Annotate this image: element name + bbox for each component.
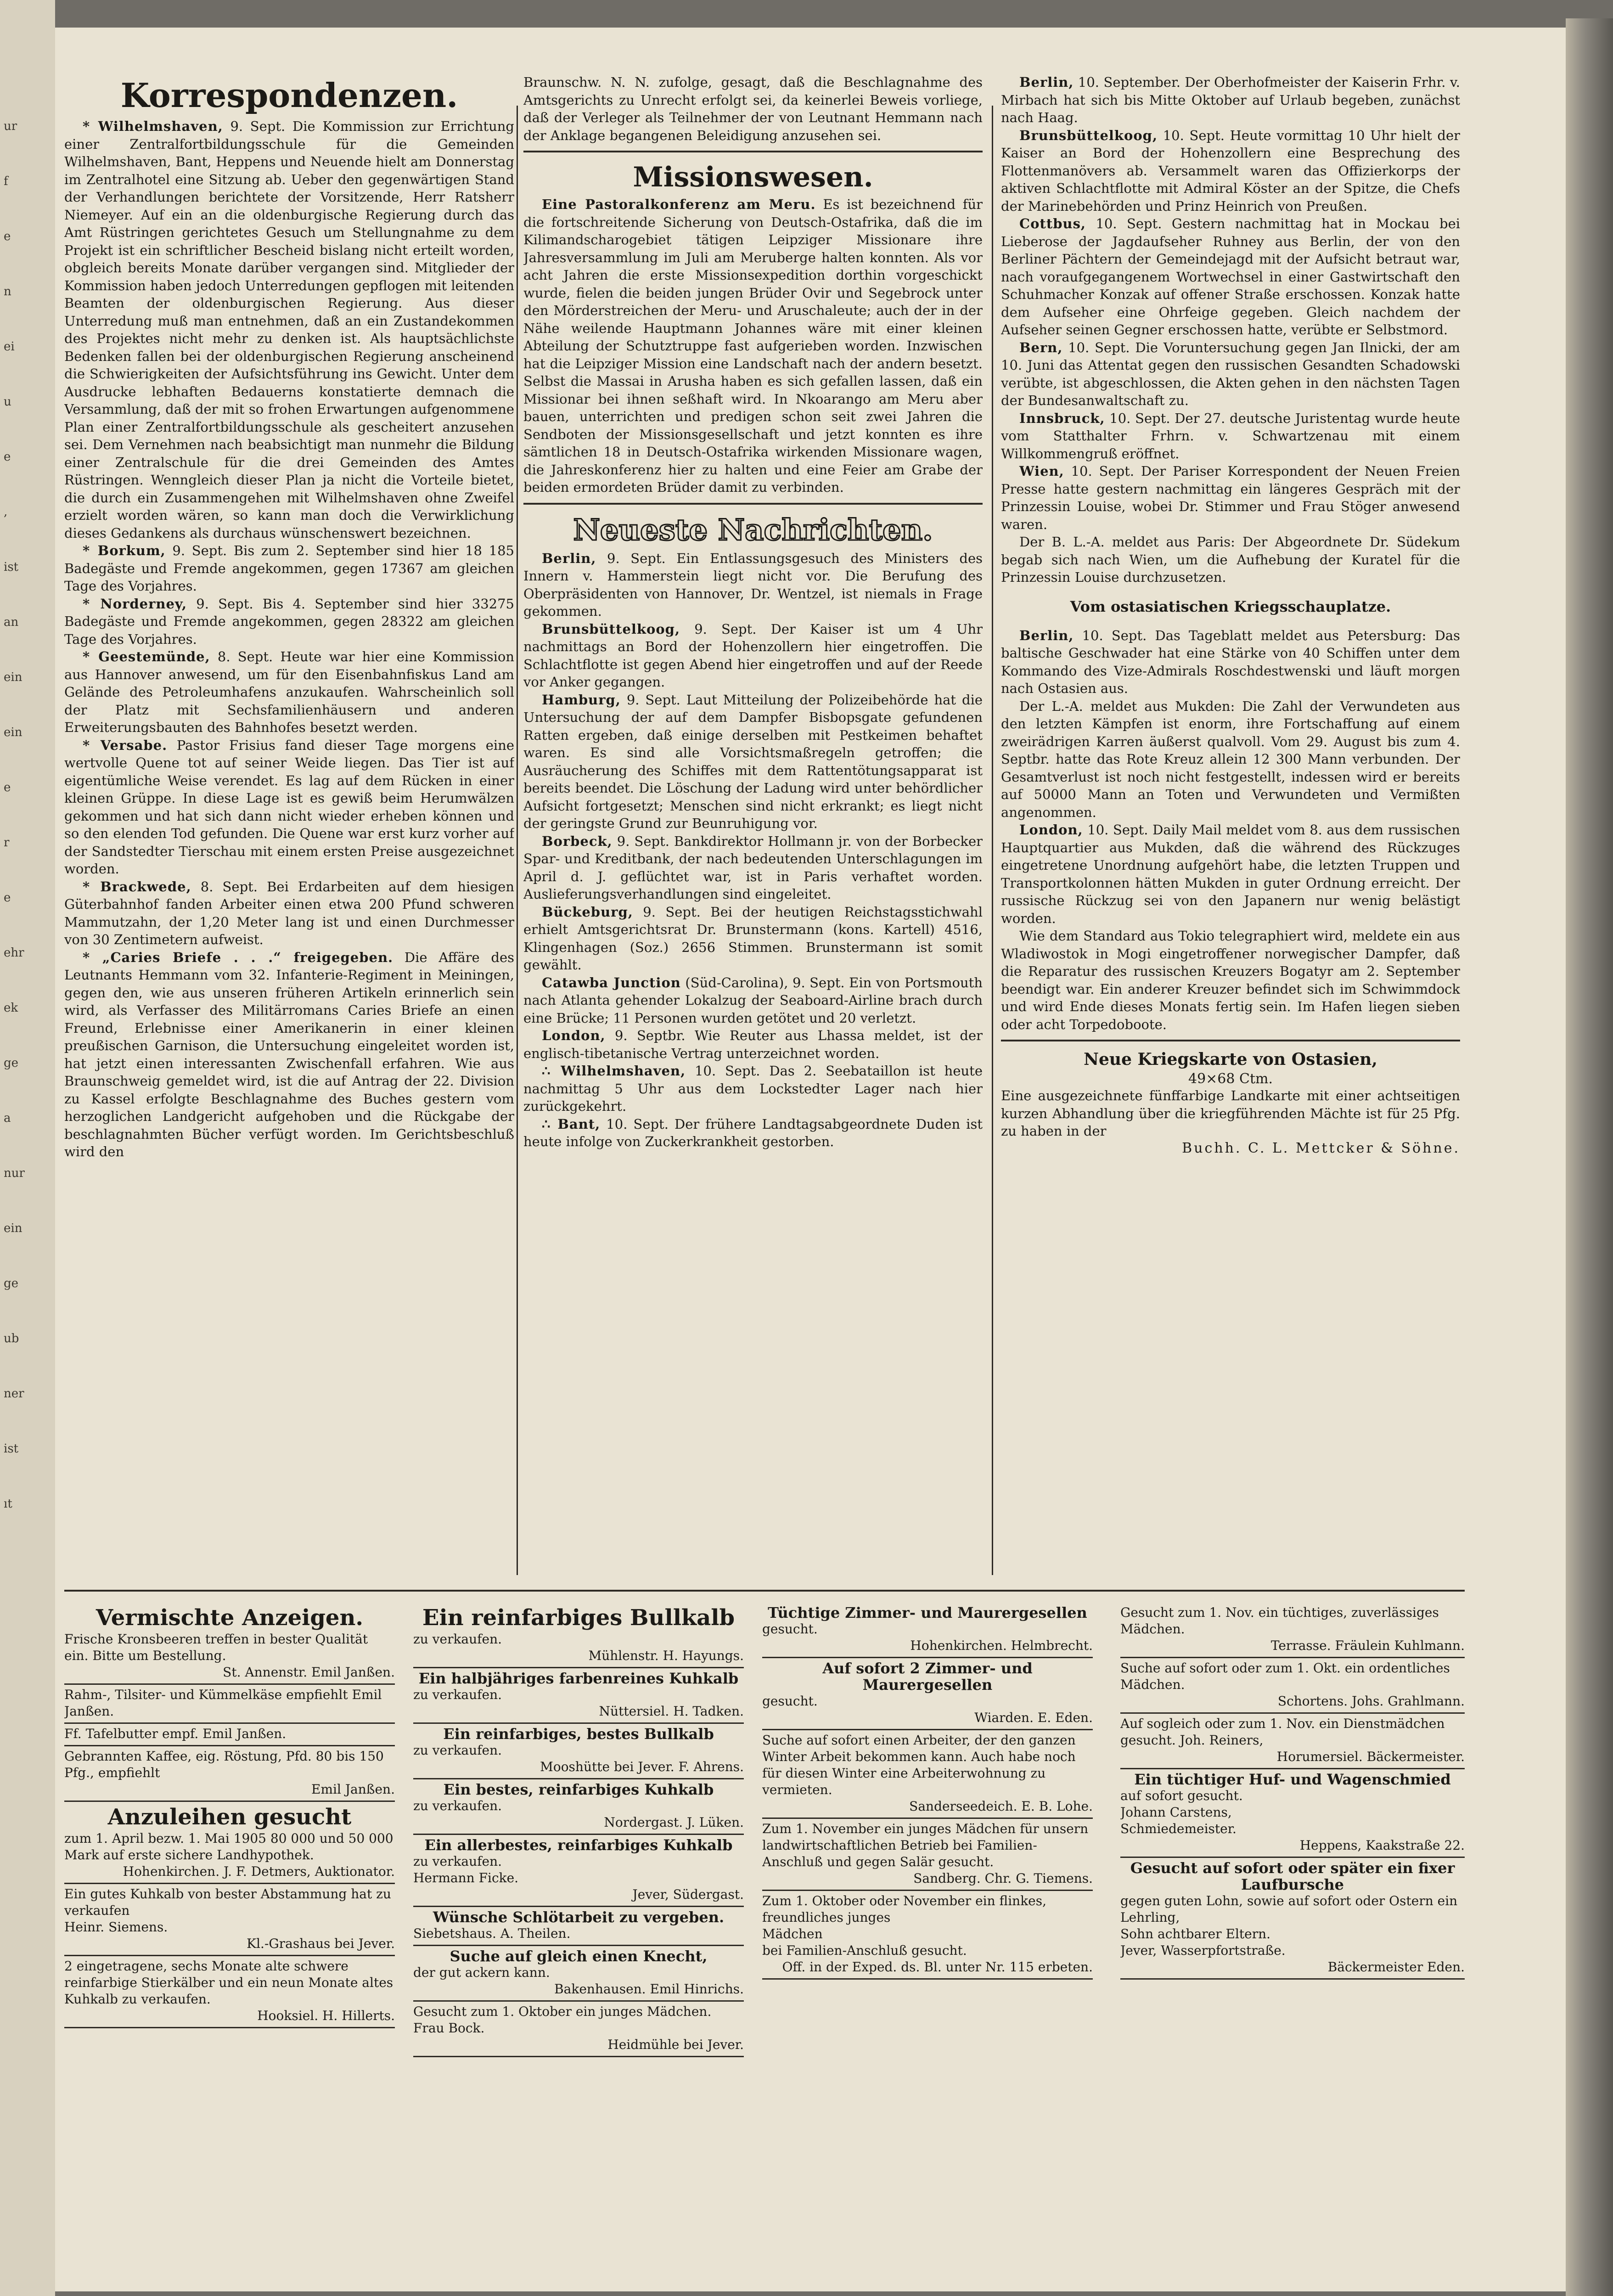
article-dateline: Cottbus, — [1019, 216, 1086, 231]
article-paragraph — [523, 691, 983, 833]
column-rule — [517, 106, 518, 1575]
ad-line: Wiarden. E. Eden. — [974, 1710, 1093, 1725]
ad-line: gesucht. — [762, 1621, 818, 1637]
margin-text-fragment: ein — [4, 1221, 22, 1235]
article-text: 10. Sept. Daily Mail meldet vom 8. aus dem russischen Hauptquartier aus Mukden, daß die während des Rückzuges eingetretene Unordnung aufgehört habe, die letzten Truppen und Transportkolonnen hätten Mukden in guter Ordnung erreicht. Der russische Rückzug sei von den Japanern nur wenig belästigt worden. — [1001, 822, 1460, 926]
article-text: 10. Sept. Der 27. deutsche Juristentag wurde heute vom Statthalter Frhrn. v. Schwartzenau mit einem Willkommengruß eröffnet. — [1001, 410, 1460, 461]
ad-line: Hohenkirchen. Helmbrecht. — [910, 1638, 1093, 1653]
classified-ad — [64, 1802, 395, 1884]
ad-title: Ein reinfarbiges Bullkalb — [422, 1605, 735, 1631]
ad-line: Siebetshaus. A. Theilen. — [413, 1926, 571, 1941]
article-paragraph — [523, 974, 983, 1027]
ad-line: Hooksiel. H. Hillerts. — [257, 2008, 395, 2023]
article-continuation — [523, 73, 983, 144]
margin-text-fragment: u — [4, 395, 11, 409]
article-text: 8. Sept. Bei Erdarbeiten auf dem hiesigen Güterbahnhof fanden Arbeiter einen etwa 200 Pfund schweren Mammutzahn, der 1,20 Meter lang ist und einen Durchmesser von 30 Zentimetern aufweist. — [64, 878, 514, 947]
classified-ad — [64, 1746, 395, 1802]
classified-ad — [413, 1779, 744, 1835]
margin-text-fragment: ein — [4, 670, 22, 684]
ad-line: gesucht. — [762, 1694, 818, 1709]
ad-line: gegen guten Lohn, sowie auf sofort oder Ostern ein — [1120, 1893, 1458, 1908]
margin-text-fragment: ge — [4, 1056, 19, 1070]
classified-ad — [762, 1658, 1093, 1730]
section-heading-news: Neueste Nachrichten. — [573, 512, 933, 547]
ad-line: zum 1. April bezw. 1. Mai 1905 80 000 und 50 000 Mark auf erste sichere Landhypothek. — [64, 1831, 393, 1863]
article-text: 9. Sept. Bei der heutigen Reichstagsstichwahl erhielt Amtsgerichtsrat Dr. Brunstermann (kons. Kartell) 4516, Klingenhagen (Soz.) 2656 Stimmen. Brunstermann ist somit gewählt. — [523, 904, 983, 973]
margin-text-fragment: r — [4, 836, 10, 850]
article-dateline: * Borkum, — [83, 543, 166, 558]
ad-line: zu verkaufen. — [413, 1798, 502, 1813]
margin-text-fragment: ist — [4, 560, 19, 574]
ad-line: Terrasse. Fräulein Kuhlmann. — [1270, 1638, 1465, 1653]
article-dateline: * Norderney, — [83, 596, 187, 612]
ad-title: Ein bestes, reinfarbiges Kuhkalb — [443, 1781, 714, 1798]
article-dateline: ∴ Wilhelmshaven, — [542, 1063, 686, 1079]
ad-title: Tüchtige Zimmer- und Maurergesellen — [768, 1604, 1087, 1621]
section-heading-war: Vom ostasiatischen Kriegsschauplatze. — [1070, 597, 1391, 615]
classified-ad — [1120, 1769, 1465, 1858]
article-paragraph — [523, 1115, 983, 1151]
ad-title: Vermischte Anzeigen. — [96, 1605, 364, 1631]
article-paragraph — [64, 118, 514, 542]
classified-ad — [1120, 1658, 1465, 1714]
article-text: 10. Sept. Der Pariser Korrespondent der Neuen Freien Presse hatte gestern nachmittag ein längeres Gespräch mit der Prinzessin Louise, wobei Dr. Stimmer und Frau Stöger anwesend waren. — [1001, 463, 1460, 532]
article-text: (Süd-Carolina), 9. Sept. Ein von Portsmouth nach Atlanta gehender Lokalzug der Seaboard-Airline brach durch eine Brücke; 11 Personen wurden getötet und 20 verletzt. — [523, 974, 983, 1026]
ad-line: 2 eingetragene, sechs Monate alte schwere reinfarbige Stierkälber und ein neun Monate altes Kuhkalb zu verkaufen. — [64, 1958, 393, 2007]
article-paragraph — [523, 903, 983, 974]
article-dateline: Catawba Junction — [542, 974, 681, 990]
article-paragraph — [1001, 215, 1460, 339]
ad-line: Nordergast. J. Lüken. — [604, 1815, 744, 1830]
ad-line: Mädchen — [762, 1926, 823, 1941]
classified-ad — [413, 1907, 744, 1946]
classified-ad — [64, 1685, 395, 1724]
ad-line: zu verkaufen. — [413, 1854, 502, 1869]
article-dateline: London, — [542, 1028, 606, 1043]
classified-ad — [413, 1668, 744, 1724]
article-dateline: Eine Pastoralkonferenz am Meru. — [542, 197, 816, 212]
ad-line: Sandberg. Chr. G. Tiemens. — [913, 1871, 1093, 1886]
section-rule — [523, 151, 983, 152]
ad-line: Zum 1. Oktober oder November ein flinkes, freundliches junges — [762, 1893, 1047, 1925]
scan-margin — [0, 0, 55, 2296]
classified-ad — [762, 1891, 1093, 1980]
article-text: Der L.-A. meldet aus Mukden: Die Zahl der Verwundeten aus den letzten Kämpfen ist enorm, ihre Fortschaffung auf einem zweirädrigen Karren äußerst qualvoll. Vom 29. August bis zum 4. Septbr. hatte das Rote Kreuz allein 12 300 Mann verbunden. Der Gesamtverlust ist noch nicht festgestellt, indessen wird er bereits auf 50000 Mann an Toten und Verwundeten und Vermißten angenommen. — [1001, 698, 1460, 820]
ad-line: gesucht. Joh. Reiners, — [1120, 1733, 1264, 1748]
article-dateline: Innsbruck, — [1019, 410, 1105, 426]
article-paragraph — [523, 196, 983, 496]
ad-line: Johann Carstens, — [1120, 1805, 1232, 1820]
margin-text-fragment: ıt — [4, 1497, 12, 1511]
article-text: Braunschw. N. N. zufolge, gesagt, daß die Beschlagnahme des Amtsgerichts zu Unrecht erfolgt sei, da keinerlei Beweis vorliege, daß der Verleger als Teilnehmer der von Leutnant Hemmann nach der Anklage begangenen Beleidigung anzusehen sei. — [523, 74, 983, 143]
ad-line: der gut ackern kann. — [413, 1965, 550, 1980]
article-text: Pastor Frisius fand dieser Tage morgens eine wertvolle Quene tot auf seiner Weide liegen. Das Tier ist auf eigentümliche Weise verendet. Es lag auf dem Rücken in einer kleinen Grüppe. In diese Lage ist es gewiß beim Herumwälzen gekommen und hat sich dann nicht wieder erheben können und so den elenden Tod gefunden. Die Quene war erst kurz vorher auf der Sandstedter Tierschau mit einem ersten Preise ausgezeichnet worden. — [64, 737, 514, 877]
ad-line: Suche auf sofort einen Arbeiter, der den ganzen Winter Arbeit bekommen kann. Auch habe noch für diesen Winter eine Arbeiterwohnung zu vermieten. — [762, 1733, 1076, 1797]
ad-line: Mühlenstr. H. Hayungs. — [588, 1648, 744, 1663]
ad-line: zu verkaufen. — [413, 1687, 502, 1702]
article-paragraph — [64, 595, 514, 648]
ad-line: Sohn achtbarer Eltern. — [1120, 1926, 1271, 1941]
article-dateline: Berlin, — [1019, 627, 1074, 643]
margin-text-fragment: e — [4, 450, 11, 464]
article-text: 10. Sept. Das Tageblatt meldet aus Petersburg: Das baltische Geschwader hat eine Stärke von 40 Schiffen unter dem Kommando des Vize-Admirals Roschdestwenski und läuft morgen nach Ostasien aus. — [1001, 627, 1460, 696]
ad-title: Auf sofort 2 Zimmer- und Maurergesellen — [822, 1660, 1033, 1694]
section-rule — [1001, 1040, 1460, 1041]
classified-ad — [413, 1946, 744, 2002]
article-dateline: Borbeck, — [542, 833, 613, 849]
article-text: 9. Septbr. Wie Reuter aus Lhassa meldet, ist der englisch-tibetanische Vertrag unterzeichnet worden. — [523, 1028, 983, 1061]
ad-line: Off. in der Exped. ds. Bl. unter Nr. 115 erbeten. — [782, 1959, 1093, 1975]
classified-ad — [413, 2002, 744, 2057]
margin-text-fragment: e — [4, 781, 11, 794]
ad-line: Jever, Südergast. — [632, 1887, 744, 1902]
margin-text-fragment: ur — [4, 119, 17, 133]
margin-text-fragment: an — [4, 615, 19, 629]
article-list — [64, 118, 514, 1161]
ad-line: Ein gutes Kuhkalb von bester Abstammung hat zu verkaufen — [64, 1886, 391, 1918]
article-text: 10. Sept. Gestern nachmittag hat in Mockau bei Lieberose der Jagdaufseher Ruhney aus Berlin, der von den Berliner Pächtern der Gemeindejagd mit der Aufsicht betraut war, nach voraufgegangenem Wortwechsel in einer Gastwirtschaft den Schuhmacher Konzak auf offener Straße erschossen. Konzak hatte dem Aufseher eine Ohrfeige gegeben. Gleich nachdem der Aufseher seinen Gegner erschossen hatte, verübte er Selbstmord. — [1001, 216, 1460, 338]
article-text: Es ist bezeichnend für die fortschreitende Sicherung von Deutsch-Ostafrika, daß die im Kilimandscharogebiet tätigen Leipziger Missionare ihre Jahresversammlung im Juli am Meruberge halten konnten. Als vor acht Jahren die erste Missionsexpedition dorthin vorgeschickt wurde, fielen die beiden jungen Brüder Ovir und Segebrock unter den Mörderstreichen der Meru- und Aruschaleute; auch der in der Nähe weilende Hauptmann Johannes wäre mit einer kleinen Abteilung der Schutztruppe fast aufgerieben worden. Inzwischen hat die Leipziger Mission eine Landschaft nach der andern besetzt. Selbst die Massai in Arusha haben es sich gefallen lassen, daß ein Missionar bei ihnen seßhaft wird. In Nkoarango am Meru aber bauen, unterrichten und predigen schon seit zwei Jahren die Sendboten der Missionsgesellschaft und jetzt konnten es ihre sämtlichen 18 in Deutsch-Ostafrika wirkenden Missionare wagen, die Jahreskonferenz hier zu halten und eine Feier am Grabe der beiden ermordeten Brüder damit zu verbinden. — [523, 197, 983, 495]
ad-line: auf sofort gesucht. — [1120, 1788, 1243, 1803]
article-paragraph — [64, 878, 514, 949]
ad-line: bei Familien-Anschluß gesucht. — [762, 1943, 967, 1958]
margin-text-fragment: ner — [4, 1387, 24, 1401]
article-paragraph — [1001, 410, 1460, 463]
ad-line: Heinr. Siemens. — [64, 1919, 168, 1935]
classified-ad — [1120, 1858, 1465, 1980]
article-paragraph — [64, 648, 514, 737]
article-paragraph — [523, 550, 983, 620]
margin-text-fragment: ge — [4, 1277, 19, 1290]
ad-title: Ein halbjähriges farbenreines Kuhkalb — [418, 1670, 739, 1687]
classified-ad — [762, 1730, 1093, 1819]
column-correspondence — [64, 73, 514, 1580]
ad-line: Gesucht zum 1. Nov. ein tüchtiges, zuverlässiges Mädchen. — [1120, 1605, 1439, 1637]
page-edge-shadow — [1566, 18, 1613, 2296]
ad-line: zu verkaufen. — [413, 1743, 502, 1758]
map-ad-seller: Buchh. C. L. Mettcker & Söhne. — [1182, 1140, 1460, 1156]
article-text: 9. Sept. Bis 4. September sind hier 33275 Badegäste und Fremde angekommen, gegen 28322 am gleichen Tage des Vorjahres. — [64, 596, 514, 647]
ad-line: Horumersiel. Bäckermeister. — [1276, 1749, 1465, 1764]
ad-line: Kl.-Grashaus bei Jever. — [247, 1936, 395, 1951]
column-rule — [992, 106, 993, 1575]
ad-line: Frau Bock. — [413, 2020, 485, 2036]
article-text: Die Affäre des Leutnants Hemmann vom 32. Infanterie-Regiment in Meiningen, gegen den, wie aus unseren früheren Artikeln erinnerlich sein wird, als Verfasser des Militärromans Caries Briefe an einen Freund, Erlebnisse einer Amerikanerin in einer kleinen preußischen Garnison, die Untersuchung eingeleitet worden ist, hat jetzt einen interessanten Zwischenfall erfahren. Wie aus Braunschweig gemeldet wird, ist die auf Antrag der 22. Division zu Kassel erfolgte Beschlagnahme des Buches gestern vom herzoglichen Landgericht aufgehoben und die Rückgabe der beschlagnahmten Bücher verfügt worden. Im Gerichtsbeschluß wird den — [64, 949, 514, 1159]
article-dateline: * Geestemünde, — [83, 649, 210, 664]
article-dateline: * „Caries Briefe . . .“ freigegeben. — [83, 949, 393, 965]
classified-ad — [64, 1603, 395, 1685]
ad-title: Gesucht auf sofort oder später ein fixer Laufbursche — [1130, 1859, 1455, 1893]
classified-ad — [64, 1884, 395, 1956]
ads-column — [1120, 1603, 1465, 2259]
classified-ad — [762, 1603, 1093, 1658]
ad-line: Mooshütte bei Jever. F. Ahrens. — [540, 1759, 744, 1774]
article-paragraph — [523, 833, 983, 903]
ad-title: Anzuleihen gesucht — [107, 1804, 352, 1830]
classified-ad — [762, 1819, 1093, 1891]
ad-line: Lehrling, — [1120, 1910, 1180, 1925]
article-text: 9. Sept. Bis zum 2. September sind hier 18 185 Badegäste und Fremde angekommen, gegen 17367 am gleichen Tage des Vorjahres. — [64, 543, 514, 594]
ad-line: Heppens, Kaakstraße 22. — [1299, 1838, 1465, 1853]
ad-line: zu verkaufen. — [413, 1632, 502, 1647]
article-text: 10. Sept. Heute vormittag 10 Uhr hielt der Kaiser an Bord der Hohenzollern eine Besprechung des Flottenmanövers ab. Versammelt waren das Offizierkorps der aktiven Schlachtflotte mit Admiral Köster an der Spitze, die Chefs der Marinebehörden und Prinz Heinrich von Preußen. — [1001, 127, 1460, 214]
ad-title: Ein allerbestes, reinfarbiges Kuhkalb — [424, 1836, 733, 1854]
ad-line: Bäckermeister Eden. — [1327, 1959, 1465, 1975]
war-news-list — [1001, 627, 1460, 1034]
ad-line: Suche auf sofort oder zum 1. Okt. ein ordentliches Mädchen. — [1120, 1660, 1450, 1692]
column-news-war — [1001, 73, 1460, 1580]
article-paragraph — [523, 1062, 983, 1115]
article-paragraph — [523, 620, 983, 691]
ad-title: Wünsche Schlötarbeit zu vergeben. — [433, 1908, 725, 1926]
ad-line: Hohenkirchen. J. F. Detmers, Auktionator. — [123, 1864, 395, 1879]
ads-column — [64, 1603, 395, 2259]
article-text: 10. Sept. Der frühere Landtagsabgeordnete Duden ist heute infolge von Zuckerkrankheit gestorben. — [523, 1116, 983, 1149]
section-heading-correspondence: Korrespondenzen. — [120, 76, 458, 115]
article-text: 10. Sept. Das 2. Seebataillon ist heute nachmittag 5 Uhr aus dem Lockstedter Lager nach hier zurückgekehrt. — [523, 1063, 983, 1114]
map-advertisement — [1001, 1048, 1460, 1156]
classified-ad — [64, 1724, 395, 1746]
ad-line: Emil Janßen. — [311, 1782, 395, 1797]
article-paragraph — [1001, 627, 1460, 698]
margin-text-fragment: ei — [4, 340, 15, 354]
margin-text-fragment: a — [4, 1111, 11, 1125]
classified-ad — [1120, 1603, 1465, 1658]
ads-separator-rule — [64, 1590, 1465, 1592]
ad-line: St. Annenstr. Emil Janßen. — [223, 1665, 395, 1680]
article-paragraph — [523, 1027, 983, 1062]
article-dateline: Berlin, — [542, 550, 596, 566]
article-text: 9. Sept. Laut Mitteilung der Polizeibehörde hat die Untersuchung der auf dem Dampfer Bisbopsgate gefundenen Ratten ergeben, daß einige derselben mit Pestkeimen behaftet waren. Es sind alle Vorsichtsmaßregeln getroffen; die Ausräucherung des Schiffes mit dem Rattentötungsapparat ist bereits beendet. Die Löschung der Ladung wird unter behördlicher Aufsicht fortgesetzt; Menschen sind nicht erkrankt; es liegt nicht der geringste Grund zur Beunruhigung vor. — [523, 692, 983, 831]
section-rule — [523, 503, 983, 505]
mission-article — [523, 196, 983, 496]
article-dateline: Brunsbüttelkoog, — [542, 621, 680, 637]
article-text: 9. Sept. Die Kommission zur Errichtung einer Zentralfortbildungsschule für die Gemeinden Wilhelmshaven, Bant, Heppens und Neuende hielt am Donnerstag im Zentralhotel eine Sitzung ab. Ueber den gegenwärtigen Stand der Verhandlungen berichtete der Vorsitzende, Herr Ratsherr Niemeyer. Auf ein an die oldenburgische Regierung durch das Amt Rüstringen gerichtetes Gesuch um Stellungnahme zu dem Projekt ist ein schriftlicher Bescheid bislang nicht erteilt worden, obgleich bereits Monate darüber vergangen sind. Mitglieder der Kommission haben jedoch Unterredungen gepflogen mit leitenden Beamten der oldenburgischen Regierung. Aus dieser Unterredung muß man entnehmen, daß an ein Zustandekommen des Projektes nicht mehr zu denken ist. Als hauptsächlichste Bedenken fallen bei der oldenburgischen Regierung anscheinend die Schwierigkeiten der Aufsichtsführung ins Gewicht. Unter dem Ausdrucke lebhaften Bedauerns konstatierte demnach die Versammlung, daß der mit so frohen Erwartungen aufgenommene Plan einer Zentralfortbildungsschule als gescheitert anzusehen sei. Dem Vernehmen nach beabsichtigt man nunmehr die Bildung einer Zentralschule für die drei Gemeinden des Amtes Rüstringen. Wenngleich dieser Plan ja nicht die Vorteile bietet, die durch ein Zusammengehen mit Wilhelmshaven ohne Zweifel erzielt worden wären, so kann man doch die Verwirklichung dieses Gedankens als durchaus wünschenswert bezeichnen. — [64, 118, 514, 541]
ad-line: Schortens. Johs. Grahlmann. — [1277, 1694, 1465, 1709]
ad-line: Zum 1. November ein junges Mädchen für unsern landwirtschaftlichen Betrieb bei Familien-Anschluß und gegen Salär gesucht. — [762, 1821, 1089, 1869]
article-text: Wie dem Standard aus Tokio telegraphiert wird, meldete ein aus Wladiwostok in Mogi eingetroffener norwegischer Dampfer, daß die Reparatur des russischen Kreuzers Bogatyr am 2. September beendigt war. Ein anderer Kreuzer befindet sich im Schwimmdock und wird Ende dieses Monats fertig sein. Im Hafen liegen sieben oder acht Torpedoboote. — [1001, 928, 1460, 1032]
news-list — [1001, 73, 1460, 586]
article-dateline: * Brackwede, — [83, 878, 191, 895]
ad-title: Ein reinfarbiges, bestes Bullkalb — [443, 1725, 714, 1743]
classified-ad — [413, 1603, 744, 1668]
ad-line: Ff. Tafelbutter empf. Emil Janßen. — [64, 1726, 287, 1741]
margin-text-fragment: , — [4, 505, 8, 519]
margin-text-fragment: f — [4, 174, 8, 188]
article-paragraph — [1001, 339, 1460, 410]
margin-text-fragment: ist — [4, 1442, 19, 1456]
article-paragraph — [64, 737, 514, 878]
margin-text-fragment: ein — [4, 726, 22, 739]
ad-line: Jever, Wasserpfortstraße. — [1120, 1943, 1286, 1958]
margin-text-fragment: nur — [4, 1166, 25, 1180]
map-ad-title: Neue Kriegskarte von Ostasien, — [1084, 1050, 1377, 1069]
article-dateline: Bückeburg, — [542, 904, 633, 920]
article-dateline: * Versabe. — [83, 737, 168, 753]
article-dateline: Brunsbüttelkoog, — [1019, 127, 1158, 143]
news-list — [523, 550, 983, 1151]
margin-text-fragment: e — [4, 230, 11, 243]
ad-line: Hermann Ficke. — [413, 1870, 519, 1885]
ad-line: Schmiedemeister. — [1120, 1821, 1236, 1836]
article-paragraph — [1001, 821, 1460, 927]
article-paragraph — [1001, 127, 1460, 215]
article-dateline: * Wilhelmshaven, — [83, 118, 223, 134]
margin-text-fragment: ehr — [4, 946, 24, 960]
ad-line: Gebrannten Kaffee, eig. Röstung, Pfd. 80 bis 150 Pfg., empfiehlt — [64, 1749, 384, 1780]
article-text: 9. Sept. Der Kaiser ist um 4 Uhr nachmittags an Bord der Hohenzollern hier eingetroffen. Die Schlachtflotte ist gegen Abend hier eingetroffen und auf der Reede vor Anker gegangen. — [523, 621, 983, 690]
ads-column — [413, 1603, 744, 2259]
article-dateline: Bern, — [1019, 339, 1063, 355]
ad-line: Bakenhausen. Emil Hinrichs. — [554, 1981, 744, 1997]
classified-ad — [1120, 1714, 1465, 1769]
ad-line: Sanderseedeich. E. B. Lohe. — [909, 1799, 1093, 1814]
article-dateline: Berlin, — [1019, 74, 1074, 90]
article-text: Der B. L.-A. meldet aus Paris: Der Abgeordnete Dr. Südekum begab sich nach Wien, um die Aufhebung der Kuratel für die Prinzessin Louise durchzusetzen. — [1001, 534, 1460, 585]
article-text: 10. September. Der Oberhofmeister der Kaiserin Frhr. v. Mirbach hat sich bis Mitte Oktober auf Urlaub begeben, zunächst nach Haag. — [1001, 74, 1460, 125]
article-text: 9. Sept. Bankdirektor Hollmann jr. von der Borbecker Spar- und Kreditbank, der nach bedeutenden Unterschlagungen im April d. J. geflüchtet war, ist in Paris verhaftet worden. Auslieferungsverhandlungen sind eingeleitet. — [523, 833, 983, 902]
article-paragraph — [64, 949, 514, 1161]
article-paragraph — [1001, 927, 1460, 1033]
column-mission-news — [523, 73, 983, 1580]
margin-text-fragment: e — [4, 891, 11, 905]
classified-ad — [413, 1724, 744, 1779]
classified-ad — [64, 1956, 395, 2028]
ad-title: Ein tüchtiger Huf- und Wagenschmied — [1134, 1771, 1451, 1788]
ad-title: Suche auf gleich einen Knecht, — [450, 1947, 708, 1965]
article-text: 8. Sept. Heute war hier eine Kommission aus Hannover anwesend, um für den Eisenbahnfiskus Land am Gelände des Petroleumhafens anzukaufen. Wahrscheinlich soll der Platz mit Sechsfamilienhäusern und anderen Erweiterungsbauten des Bahnhofes besetzt werden. — [64, 649, 514, 735]
margin-text-fragment: n — [4, 285, 11, 298]
article-text: 10. Sept. Die Voruntersuchung gegen Jan Ilnicki, der am 10. Juni das Attentat gegen den russischen Gesandten Schadowski verübte, ist abgeschlossen, die Akten gehen in den nächsten Tagen der Bundesanwaltschaft zu. — [1001, 339, 1460, 408]
article-paragraph — [1001, 73, 1460, 127]
article-dateline: ∴ Bant, — [542, 1116, 601, 1132]
ad-line: Rahm-, Tilsiter- und Kümmelkäse empfiehlt Emil Janßen. — [64, 1687, 382, 1719]
section-heading-mission: Missionswesen. — [633, 161, 873, 193]
article-dateline: London, — [1019, 822, 1083, 838]
ad-line: Gesucht zum 1. Oktober ein junges Mädchen. — [413, 2004, 712, 2019]
margin-text-fragment: ub — [4, 1332, 19, 1345]
article-text: 9. Sept. Ein Entlassungsgesuch des Ministers des Innern v. Hammerstein liegt nicht vor. Die Berufung des Oberpräsidenten von Hannover, Dr. Wentzel, ist niemals in Frage gekommen. — [523, 550, 983, 619]
article-paragraph — [1001, 698, 1460, 822]
margin-text-fragment: ek — [4, 1001, 18, 1015]
article-dateline: Wien, — [1019, 463, 1064, 479]
ad-line: Heidmühle bei Jever. — [607, 2037, 744, 2052]
article-paragraph — [64, 542, 514, 595]
map-ad-text: Eine ausgezeichnete fünffarbige Landkarte mit einer achtseitigen kurzen Abhandlung über die kriegführenden Mächte ist für 25 Pfg. zu haben in der — [1001, 1088, 1460, 1139]
article-paragraph — [1001, 533, 1460, 586]
article-paragraph — [1001, 462, 1460, 533]
ads-column — [762, 1603, 1093, 2259]
ad-line: Auf sogleich oder zum 1. Nov. ein Dienstmädchen — [1120, 1716, 1445, 1731]
map-ad-size: 49×68 Ctm. — [1188, 1071, 1273, 1087]
classified-ad — [413, 1835, 744, 1907]
ad-line: Frische Kronsbeeren treffen in bester Qualität ein. Bitte um Bestellung. — [64, 1632, 368, 1663]
ad-line: Nüttersiel. H. Tadken. — [599, 1704, 744, 1719]
classified-ads — [64, 1603, 1465, 2259]
article-dateline: Hamburg, — [542, 692, 621, 708]
